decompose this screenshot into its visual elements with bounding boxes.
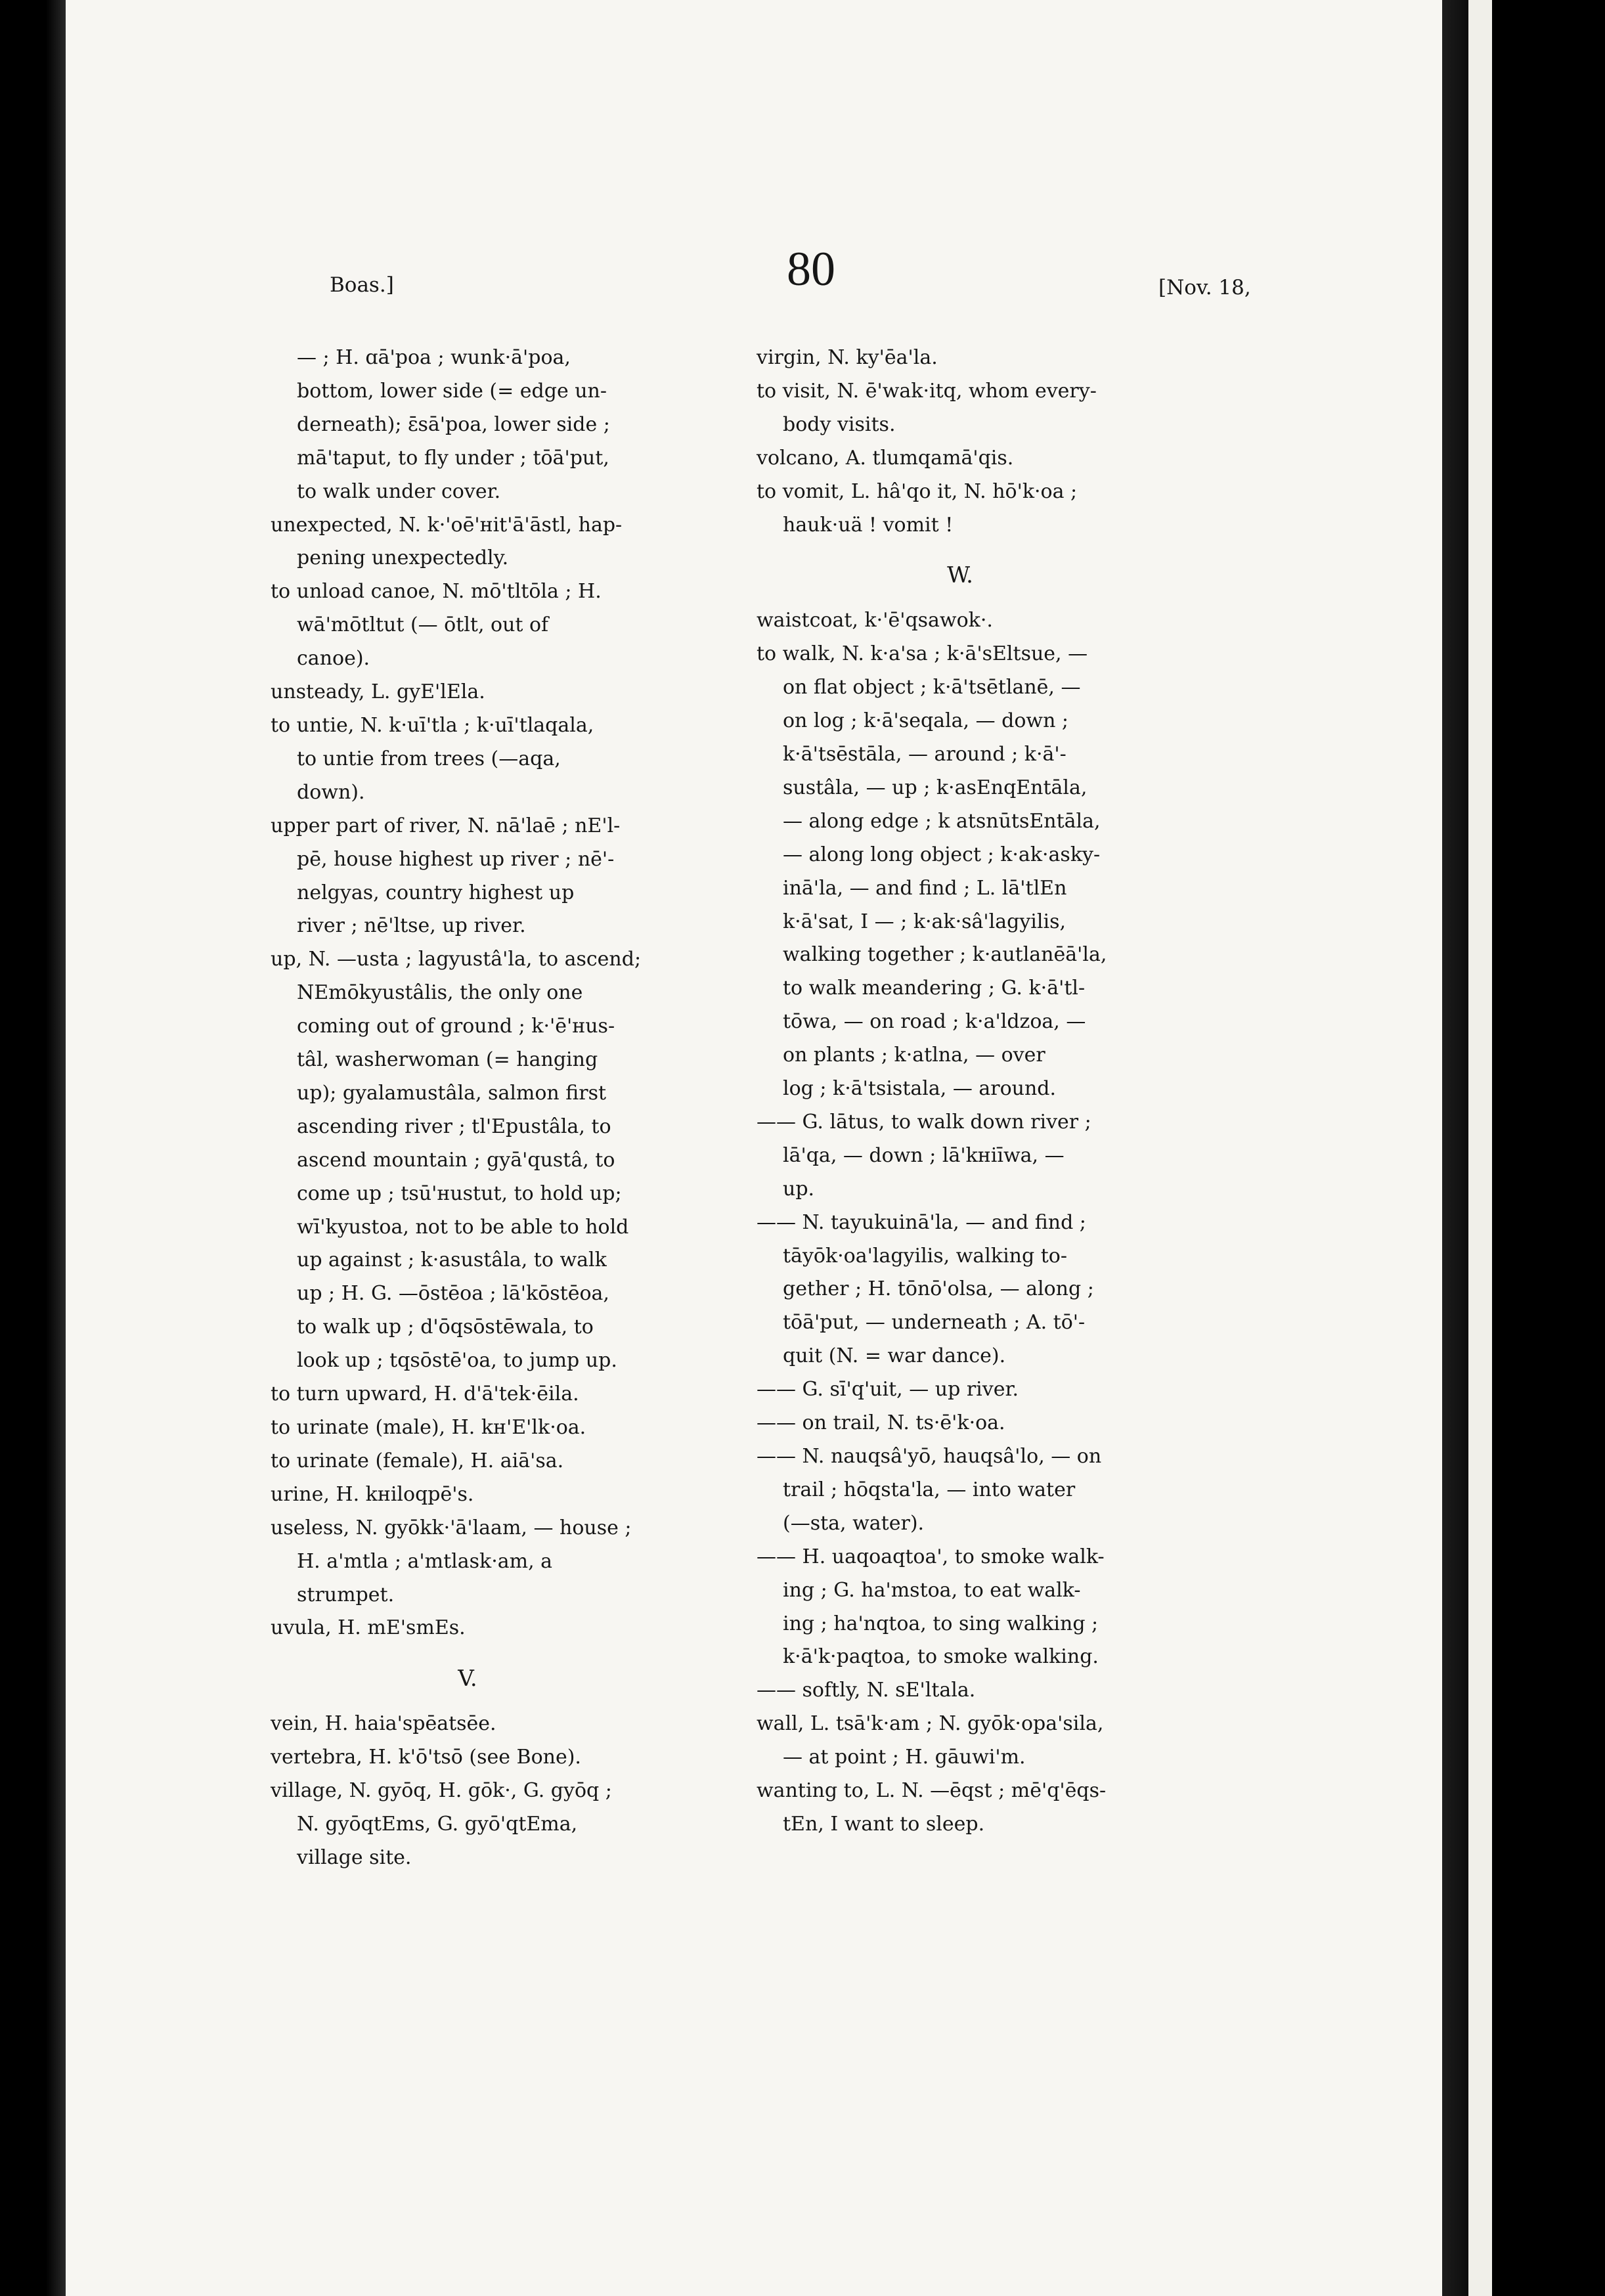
entry-line: nelgyas, country highest up [297, 881, 575, 904]
entry-line: pē, house highest up river ; nē'- [297, 847, 615, 871]
entry-line: ascending river ; tl'Epustâla, to [297, 1115, 611, 1138]
entry-headword-line: to vomit, L. hâ'qo it, N. hō'k·oa ; [757, 479, 1078, 503]
entry-line: — along edge ; k atsnūtsEntāla, [783, 809, 1101, 833]
entry-line: quit (N. = war dance). [783, 1344, 1006, 1368]
entry-line: tâl, washerwoman (= hanging [297, 1048, 598, 1072]
entry-subline: —— N. nauqsâ'yō, hauqsâ'lo, — on [757, 1445, 1102, 1468]
scan-left-edge [46, 0, 66, 2296]
entry-line: mā'taput, to fly under ; tōā'put, [297, 446, 609, 470]
entry-line: derneath); ɛ̄sā'poa, lower side ; [297, 412, 610, 436]
entry-headword-line: wall, L. tsā'k·am ; N. gyōk·opa'sila, [757, 1712, 1104, 1736]
entry-line: canoe). [297, 647, 370, 671]
entry-headword-line: up, N. —usta ; lagyustâ'la, to ascend; [271, 948, 642, 971]
entry-line: ascend mountain ; gyā'qustâ, to [297, 1148, 615, 1172]
entry-line: wā'mōtltut (— ōtlt, out of [297, 613, 549, 637]
entry-headword-line: upper part of river, N. nā'laē ; nE'l- [271, 814, 621, 837]
entry-line: lā'qa, — down ; lā'kʜiīwa, — [783, 1143, 1065, 1167]
section-heading-v: V. [458, 1666, 477, 1692]
entry-line: to untie from trees (—aqa, [297, 747, 561, 770]
entry-line: ing ; G. ha'mstoa, to eat walk- [783, 1578, 1081, 1602]
entry-line: strumpet. [297, 1583, 395, 1606]
entry-line: body visits. [783, 412, 896, 436]
entry-line: trail ; hōqsta'la, — into water [783, 1478, 1076, 1501]
entry-line: up); gyalamustâla, salmon first [297, 1081, 607, 1105]
entry-line: (—sta, water). [783, 1511, 925, 1535]
entry-subline: —— softly, N. sE'ltala. [757, 1679, 976, 1702]
page-header [66, 236, 1442, 315]
entry-headword-line: to unload canoe, N. mō'tltōla ; H. [271, 580, 602, 604]
entry-line: N. gyōqtEms, G. gyō'qtEma, [297, 1812, 578, 1836]
entry-line: H. a'mtla ; a'mtlask·am, a [297, 1549, 553, 1573]
entry-line: on log ; k·ā'seqala, — down ; [783, 709, 1069, 733]
entry-headword-line: to visit, N. ē'wak·itq, whom every- [757, 379, 1097, 403]
entry-headword-line: urine, H. kʜiloqpē's. [271, 1482, 474, 1506]
left-column [271, 342, 665, 1875]
entry-line: to walk meandering ; G. k·ā'tl- [783, 977, 1086, 1000]
entry-line: up against ; k·asustâla, to walk [297, 1248, 607, 1272]
entry-line: sustâla, — up ; k·asEnqEntāla, [783, 776, 1088, 799]
entry-line: ing ; ha'nqtoa, to sing walking ; [783, 1612, 1099, 1635]
entry-line: village site. [297, 1845, 412, 1869]
entry-line: to walk under cover. [297, 479, 501, 503]
entry-line: — at point ; H. gāuwi'm. [783, 1746, 1026, 1769]
entry-line: tEn, I want to sleep. [783, 1812, 985, 1836]
entry-line: tāyōk·oa'lagyilis, walking to- [783, 1244, 1067, 1268]
entry-headword-line: to turn upward, H. d'ā'tek·ēila. [271, 1382, 579, 1406]
entry-headword-line: to walk, N. k·a'sa ; k·ā'sEltsue, — [757, 642, 1088, 666]
entry-headword-line: virgin, N. ky'ēa'la. [757, 346, 938, 369]
entry-line: — along long object ; k·ak·asky- [783, 843, 1101, 866]
entry-subline: —— G. lātus, to walk down river ; [757, 1110, 1091, 1134]
scan-right-shadow [1442, 0, 1605, 2296]
entry-headword-line: useless, N. gyōkk·'ā'laam, — house ; [271, 1516, 632, 1539]
entry-headword-line: to untie, N. k·uī'tla ; k·uī'tlaqala, [271, 713, 594, 737]
entry-line: river ; nē'ltse, up river. [297, 914, 526, 938]
entry-line: on flat object ; k·ā'tsētlanē, — [783, 676, 1081, 699]
entry-line: bottom, lower side (= edge un- [297, 379, 607, 403]
entry-line: log ; k·ā'tsistala, — around. [783, 1077, 1057, 1101]
entry-headword-line: unsteady, L. gyE'lEla. [271, 680, 485, 704]
entry-headword-line: village, N. gyōq, H. gōk·, G. gyōq ; [271, 1779, 612, 1803]
entry-line: to walk up ; d'ōqsōstēwala, to [297, 1315, 594, 1339]
entry-line: k·ā'k·paqtoa, to smoke walking. [783, 1645, 1099, 1669]
entry-headword-line: unexpected, N. k·'oē'ʜit'ā'āstl, hap- [271, 513, 623, 537]
entry-line: look up ; tqsōstē'oa, to jump up. [297, 1349, 617, 1373]
entry-subline: —— G. sī'q'uit, — up river. [757, 1378, 1019, 1402]
entry-line: inā'la, — and find ; L. lā'tlEn [783, 876, 1067, 900]
entry-line: wī'kyustoa, not to be able to hold [297, 1215, 629, 1239]
entry-line: k·ā'tsēstāla, — around ; k·ā'- [783, 742, 1066, 766]
entry-subline: —— H. uaqoaqtoa', to smoke walk- [757, 1545, 1105, 1568]
entry-line: tōwa, — on road ; k·a'ldzoa, — [783, 1010, 1086, 1034]
entry-headword-line: volcano, A. tlumqamā'qis. [757, 446, 1014, 470]
running-head-date: [Nov. 18, [1158, 276, 1251, 299]
entry-headword-line: uvula, H. mE'smEs. [271, 1616, 466, 1640]
entry-headword-line: wanting to, L. N. —ēqst ; mē'q'ēqs- [757, 1779, 1107, 1803]
entry-line: on plants ; k·atlna, — over [783, 1044, 1045, 1067]
entry-headword-line: vein, H. haia'spēatsēe. [271, 1712, 496, 1736]
section-heading-w: W. [947, 562, 973, 589]
entry-line: gether ; H. tōnō'olsa, — along ; [783, 1277, 1094, 1301]
entry-line: coming out of ground ; k·'ē'ʜus- [297, 1015, 615, 1038]
entry-line: NEmōkyustâlis, the only one [297, 981, 583, 1005]
entry-line: walking together ; k·autlanēā'la, [783, 943, 1107, 967]
entry-line: k·ā'sat, I — ; k·ak·sâ'lagyilis, [783, 910, 1066, 933]
entry-line: hauk·uä ! vomit ! [783, 513, 954, 537]
running-head-author: Boas.] [330, 273, 394, 297]
page-number: 80 [787, 242, 835, 296]
entry-subline: —— N. tayukuinā'la, — and find ; [757, 1210, 1086, 1234]
entry-line: — ; H. ɑā'poa ; wunk·ā'poa, [297, 346, 571, 369]
entry-line: tōā'put, — underneath ; A. tō'- [783, 1311, 1086, 1335]
scan-right-strip [1468, 0, 1492, 2296]
entry-headword-line: to urinate (female), H. aiā'sa. [271, 1449, 564, 1472]
entry-line: up ; H. G. —ōstēoa ; lā'kōstēoa, [297, 1282, 609, 1306]
entry-headword-line: waistcoat, k·'ē'qsawok·. [757, 609, 993, 632]
entry-line: come up ; tsū'ʜustut, to hold up; [297, 1181, 622, 1205]
right-column [757, 342, 1164, 1842]
entry-line: pening unexpectedly. [297, 546, 509, 570]
entry-headword-line: to urinate (male), H. kʜ'E'lk·oa. [271, 1416, 586, 1439]
entry-headword-line: vertebra, H. k'ō'tsō (see Bone). [271, 1746, 581, 1769]
entry-subline: —— on trail, N. ts·ē'k·oa. [757, 1411, 1005, 1435]
entry-line: down). [297, 780, 365, 804]
entry-line: up. [783, 1177, 815, 1201]
